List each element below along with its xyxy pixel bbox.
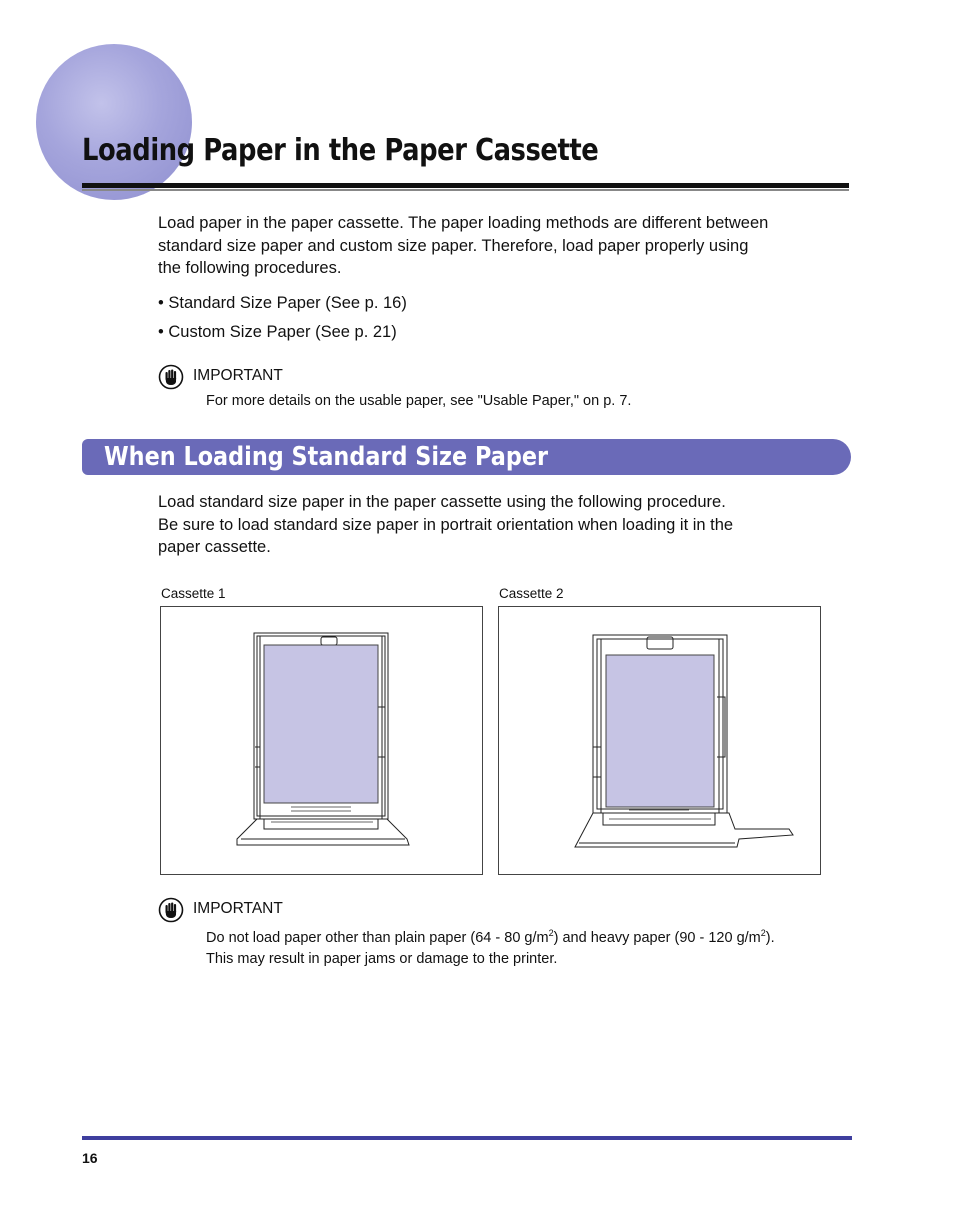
superscript: 2 — [760, 928, 766, 938]
decorative-circle — [36, 44, 192, 200]
intro-line: the following procedures. — [158, 259, 342, 277]
section-line: Be sure to load standard size paper in portrait orientation when loading it in the — [158, 515, 734, 534]
bullet-custom-size: • Custom Size Paper (See p. 21) — [158, 323, 397, 341]
intro-line: Load paper in the paper cassette. The paper loading methods are different between — [158, 214, 769, 232]
text-segment: ). — [765, 929, 775, 946]
superscript: 2 — [548, 928, 554, 938]
intro-line: standard size paper and custom size paper. Therefore, load paper properly using — [158, 236, 749, 255]
text-segment: Do not load paper other than plain paper (64 - 80 g/m — [206, 929, 549, 946]
important-line-2: This may result in paper jams or damage to the printer. — [206, 950, 558, 967]
title-rule — [82, 183, 849, 188]
cassette-2-figure — [498, 606, 821, 875]
bullet-standard-size: • Standard Size Paper (See p. 16) — [158, 294, 407, 312]
cassette-1-caption: Cassette 1 — [161, 586, 226, 601]
text-segment: ) and heavy paper (90 - 120 g/m — [553, 929, 761, 946]
page-number: 16 — [82, 1150, 98, 1166]
page-title: Loading Paper in the Paper Cassette — [82, 133, 599, 168]
important-text — [206, 923, 775, 970]
important-text: For more details on the usable paper, see "Usable Paper," on p. 7. — [206, 393, 632, 409]
important-line-1 — [206, 923, 775, 949]
important-hand-icon — [158, 897, 184, 923]
section-line: Load standard size paper in the paper cassette using the following procedure. — [158, 493, 726, 511]
paper-stack — [264, 645, 378, 803]
important-label: IMPORTANT — [193, 367, 283, 384]
section-line: paper cassette. — [158, 538, 271, 556]
important-label: IMPORTANT — [193, 900, 283, 917]
cassette-2-caption: Cassette 2 — [499, 586, 564, 601]
title-rule-shadow — [82, 189, 849, 191]
section-title: When Loading Standard Size Paper — [104, 442, 549, 472]
cassette-2-illustration — [499, 607, 820, 874]
footer-rule — [82, 1136, 852, 1140]
intro-paragraph — [158, 212, 858, 280]
paper-stack — [606, 655, 714, 807]
section-paragraph — [158, 491, 858, 559]
important-hand-icon — [158, 364, 184, 390]
cassette-1-figure — [160, 606, 483, 875]
cassette-1-illustration — [161, 607, 482, 874]
